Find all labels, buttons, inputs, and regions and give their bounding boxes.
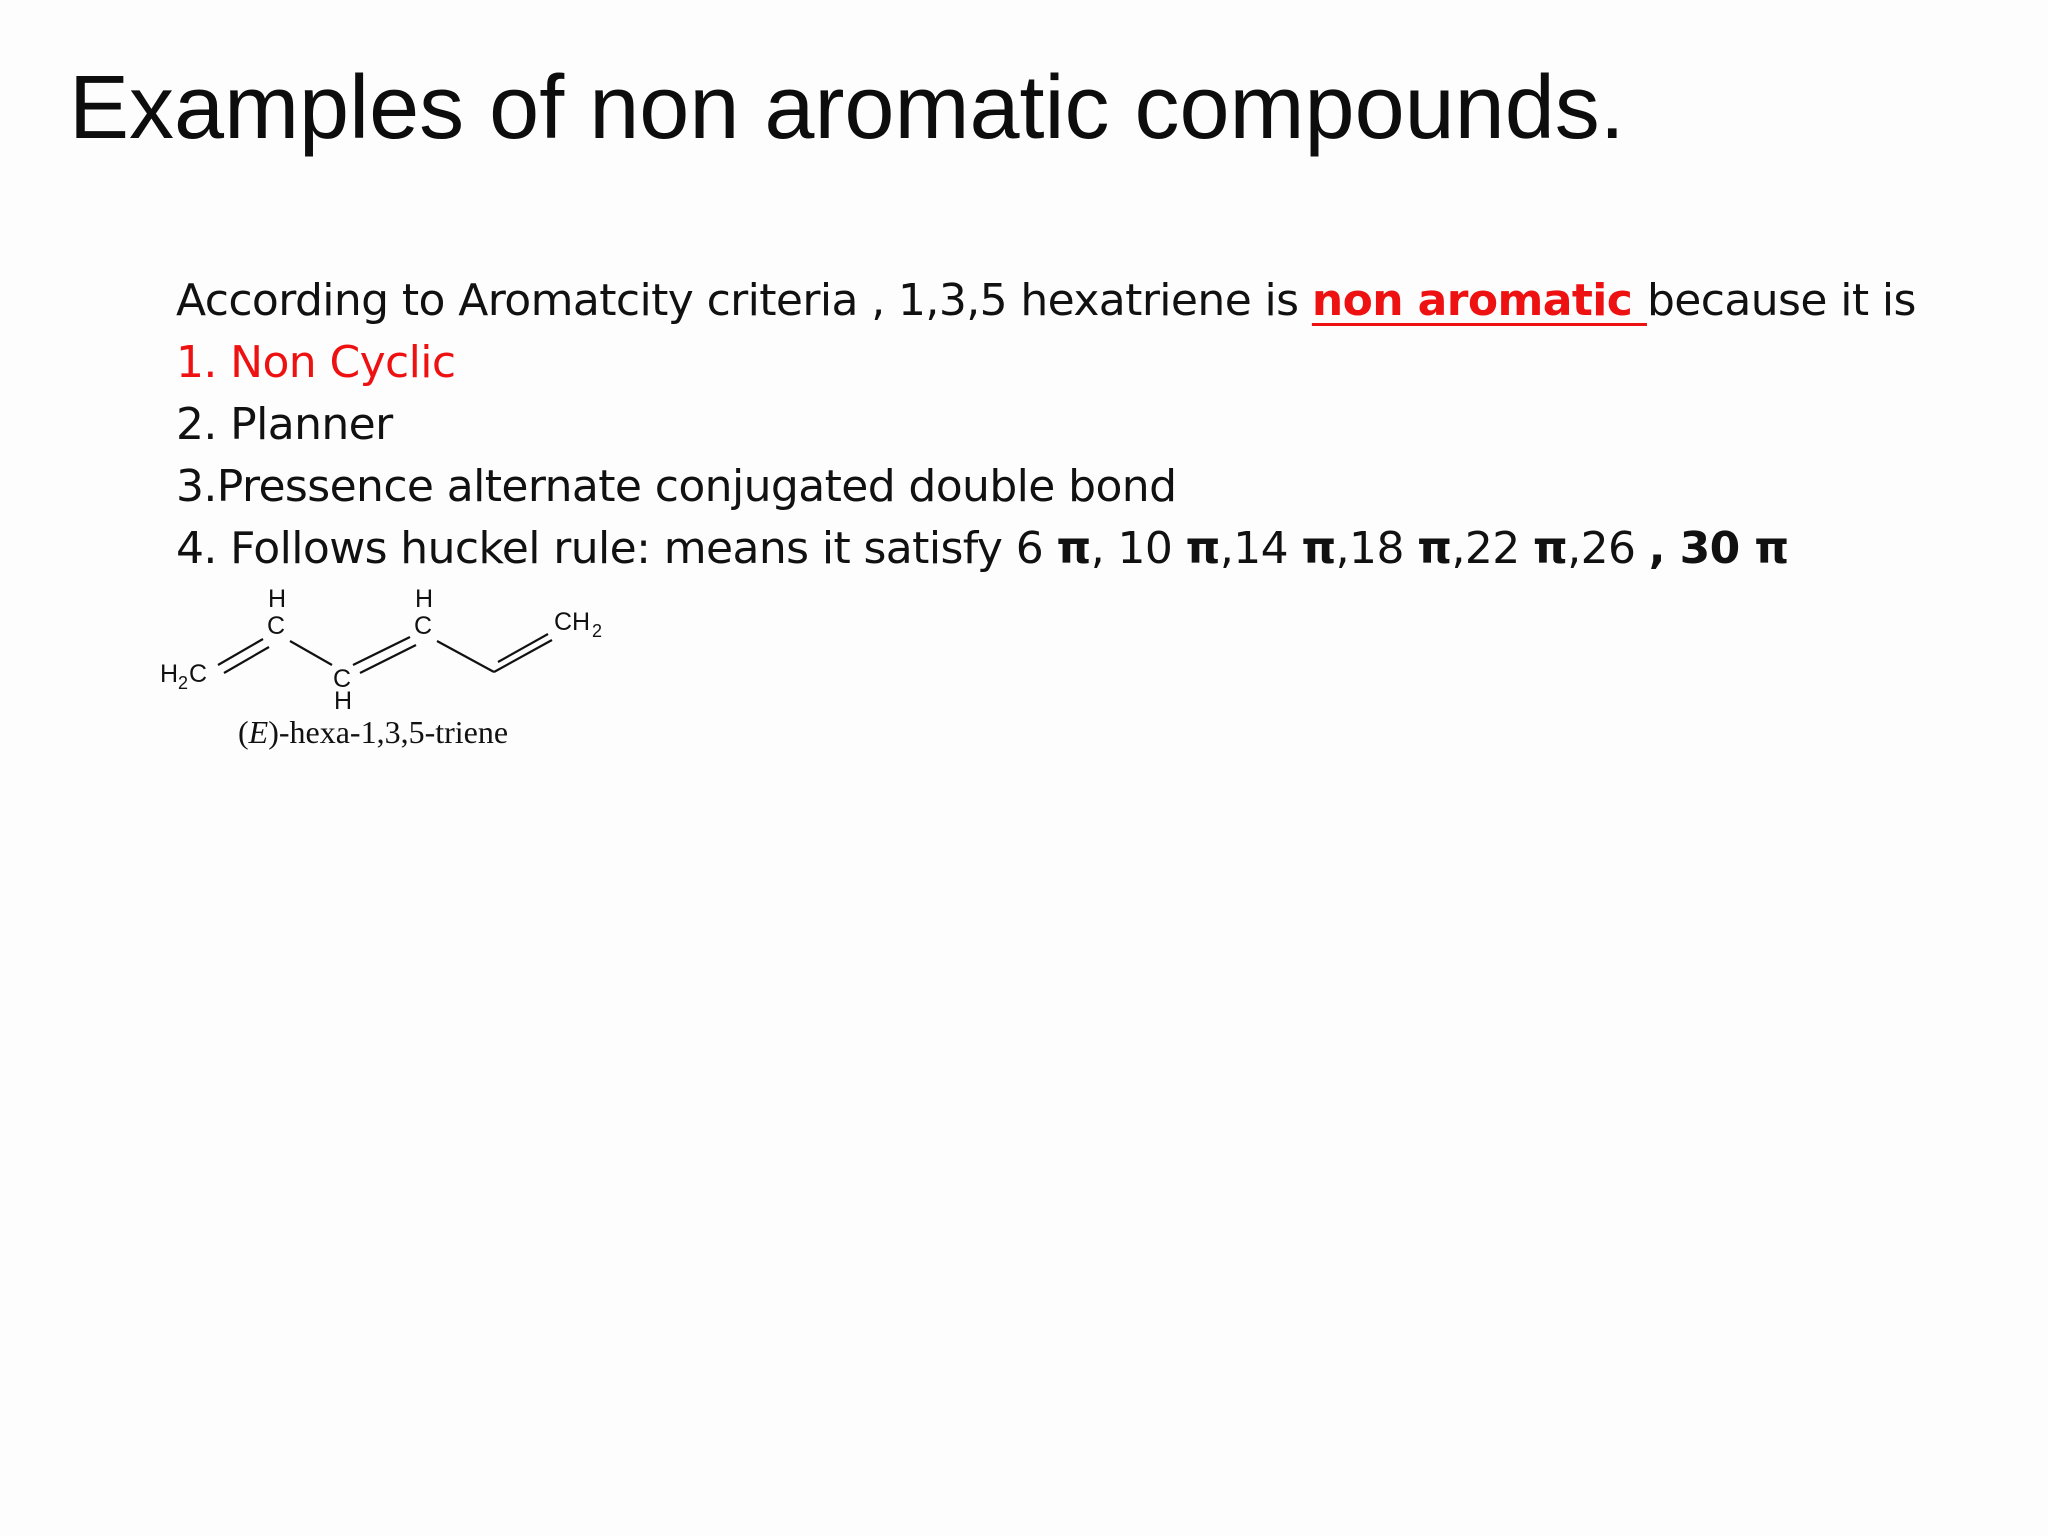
h2c-c: C — [189, 660, 208, 688]
pi-symbol: π — [1056, 523, 1091, 574]
pi-symbol: π — [1533, 523, 1568, 574]
double-bond-1a — [218, 639, 263, 665]
c2-h: H — [268, 585, 287, 613]
c3-c: C — [333, 665, 352, 693]
double-bond-2a — [353, 637, 410, 665]
double-bond-2b — [360, 645, 416, 673]
pi-symbol: π — [1301, 523, 1336, 574]
c2-c: C — [267, 612, 286, 640]
h2c-subscript: 2 — [178, 673, 189, 693]
huckel-value: ,18 — [1335, 523, 1418, 574]
single-bond-1 — [290, 641, 332, 665]
criterion-planner: 2. Planner — [176, 399, 393, 450]
name-rest: )-hexa-1,3,5-triene — [268, 714, 509, 750]
name-open-paren: ( — [238, 714, 249, 750]
double-bond-3b — [498, 634, 548, 662]
huckel-tail: , 30 π — [1648, 523, 1789, 574]
huckel-value: , 10 — [1090, 523, 1186, 574]
h2c-h: H — [160, 660, 179, 688]
pi-symbol: π — [1417, 523, 1452, 574]
double-bond-1b — [224, 647, 269, 673]
criterion-conjugated: 3.Pressence alternate conjugated double bond — [176, 461, 1177, 512]
ch2-ch: CH — [554, 608, 591, 636]
slide-title: Examples of non aromatic compounds. — [69, 58, 1625, 158]
ch2-subscript: 2 — [592, 621, 603, 641]
molecule-name — [238, 714, 508, 751]
criterion-huckel — [176, 518, 1916, 580]
intro-line — [176, 270, 1916, 332]
name-e-descriptor: E — [248, 714, 269, 750]
single-bond-2 — [437, 641, 494, 672]
huckel-value: ,14 — [1219, 523, 1302, 574]
pi-symbol: π — [1185, 523, 1220, 574]
intro-tail: because it is — [1646, 275, 1916, 326]
double-bond-3a — [494, 640, 552, 672]
c4-c: C — [414, 612, 433, 640]
huckel-value: ,26 — [1567, 523, 1649, 574]
slide-body — [176, 270, 1916, 580]
huckel-value: ,22 — [1451, 523, 1534, 574]
non-aromatic-highlight: non aromatic — [1311, 275, 1647, 326]
intro-text: According to Aromatcity criteria , 1,3,5 hexatriene is — [176, 275, 1312, 326]
c3-h: H — [334, 687, 353, 715]
hexatriene-structure — [150, 585, 630, 715]
huckel-prefix: 4. Follows huckel rule: means it satisfy 6 — [176, 523, 1057, 574]
c4-h: H — [415, 585, 434, 613]
criterion-non-cyclic: 1. Non Cyclic — [176, 337, 456, 388]
